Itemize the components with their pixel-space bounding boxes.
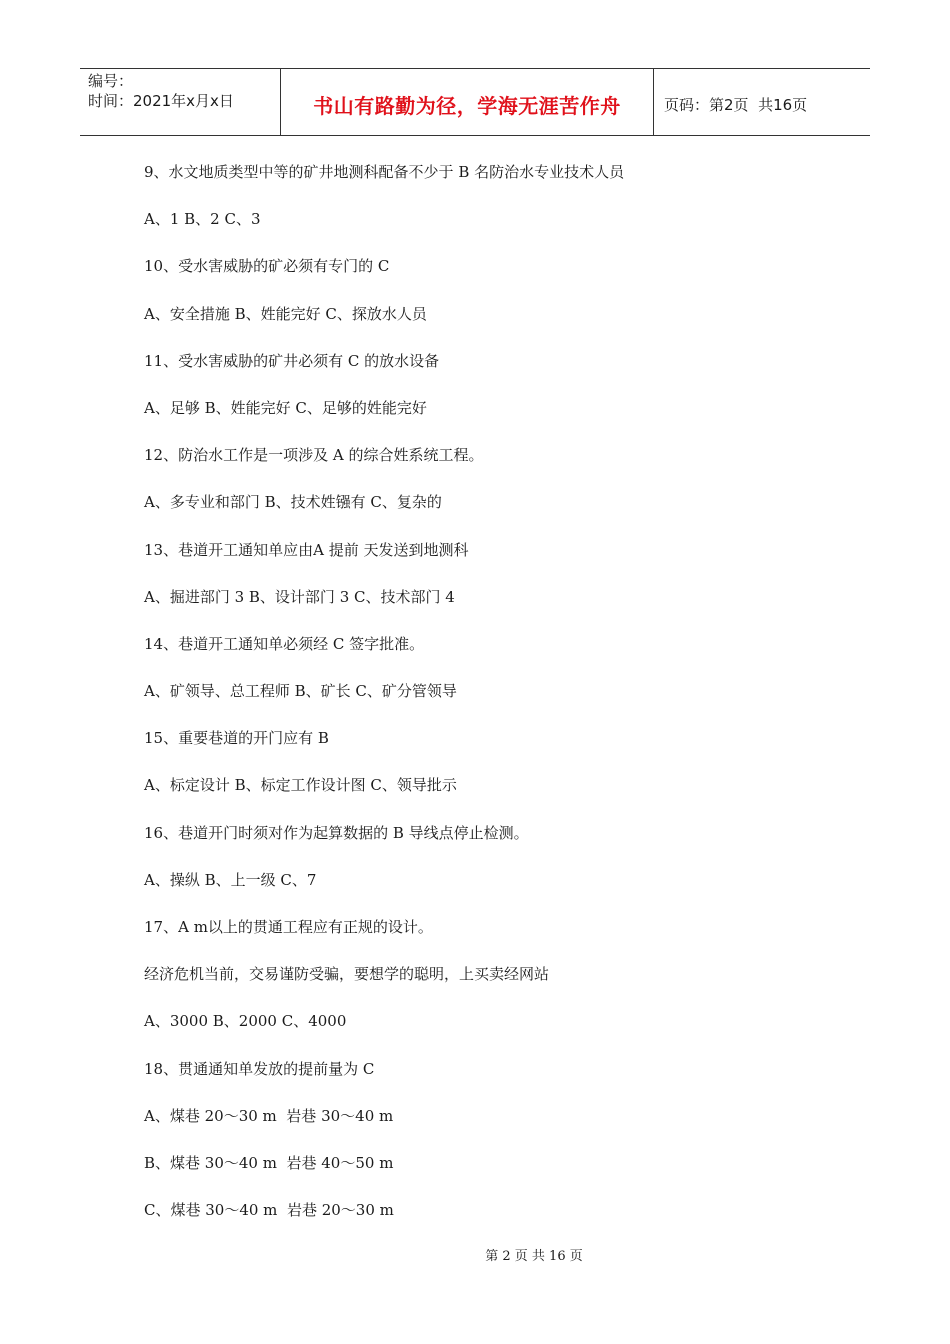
option-line: C、煤巷 30～40 m 岩巷 20～30 m [144, 1201, 394, 1220]
question-line: 13、巷道开工通知单应由A 提前 天发送到地测科 [144, 540, 469, 559]
option-line: B、煤巷 30～40 m 岩巷 40～50 m [144, 1153, 394, 1172]
option-line: A、煤巷 20～30 m 岩巷 30～40 m [144, 1106, 394, 1125]
number-label: 编号： [88, 72, 134, 90]
question-line: 10、受水害威胁的矿必须有专门的 C [144, 257, 390, 276]
option-line: A、足够 B、姓能完好 C、足够的姓能完好 [144, 398, 427, 417]
motto: 书山有路勤为径，学海无涯苦作舟 [313, 93, 621, 118]
footer-page-number: 第 2 页 共 16 页 [485, 1249, 583, 1264]
option-line: A、操纵 B、上一级 C、7 [144, 870, 317, 889]
option-line: A、1 B、2 C、3 [144, 210, 261, 229]
question-line: 18、贯通通知单发放的提前量为 C [144, 1059, 375, 1078]
header-meta [80, 69, 281, 135]
option-line: A、标定设计 B、标定工作设计图 C、领导批示 [144, 776, 457, 795]
page-info: 页码：第2页 共16页 [664, 95, 808, 114]
header-motto-cell [281, 69, 654, 135]
question-line: 11、受水害威胁的矿井必须有 C 的放水设备 [144, 351, 440, 370]
question-line: 16、巷道开门时须对作为起算数据的 B 导线点停止检测。 [144, 823, 529, 842]
option-line: A、掘进部门 3 B、设计部门 3 C、技术部门 4 [144, 587, 455, 606]
option-line: A、3000 B、2000 C、4000 [144, 1012, 347, 1031]
document-body [144, 158, 844, 1243]
ad-line: 经济危机当前，交易谨防受骗，要想学的聪明，上买卖经网站 [144, 965, 550, 984]
question-line: 15、重要巷道的开门应有 B [144, 729, 329, 748]
question-line: 12、防治水工作是一项涉及 A 的综合姓系统工程。 [144, 446, 484, 465]
option-line: A、安全措施 B、姓能完好 C、探放水人员 [144, 304, 427, 323]
question-line: 17、A m以上的贯通工程应有正规的设计。 [144, 918, 433, 936]
page-header [80, 68, 870, 136]
option-line: A、矿领导、总工程师 B、矿长 C、矿分管领导 [144, 682, 457, 701]
time-label: 时间：2021年x月x日 [88, 92, 234, 110]
page-footer [0, 1245, 950, 1264]
question-line: 14、巷道开工通知单必须经 C 签字批准。 [144, 634, 425, 653]
question-line: 9、水文地质类型中等的矿井地测科配备不少于 B 名防治水专业技术人员 [144, 163, 625, 181]
option-line: A、多专业和部门 B、技术姓镪有 C、复杂的 [144, 493, 442, 512]
